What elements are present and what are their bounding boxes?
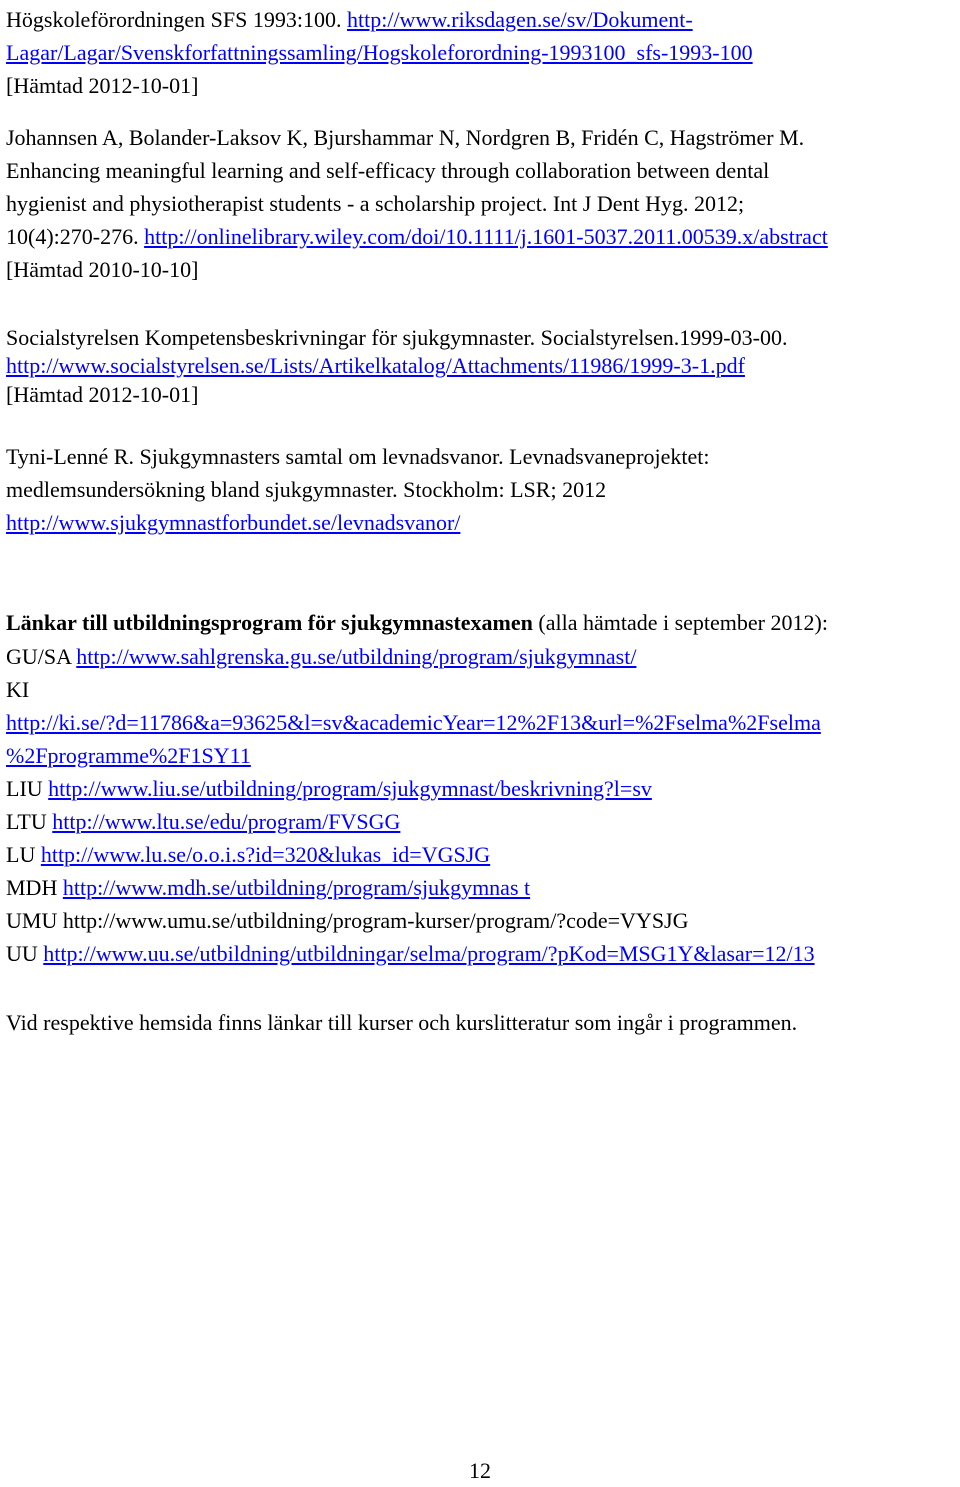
ref1-link-part1[interactable]: http://www.riksdagen.se/sv/Dokument- xyxy=(347,7,693,32)
program-ki-link-part1[interactable]: http://ki.se/?d=11786&a=93625&l=sv&academicYear=12%2F13&url=%2Fselma%2Fselma xyxy=(6,710,821,735)
program-link[interactable]: http://www.mdh.se/utbildning/program/sjukgymnas t xyxy=(62,875,531,900)
ref4-line3 xyxy=(6,506,460,539)
program-label: GU/SA xyxy=(6,644,71,669)
ref1-text: Högskoleförordningen SFS 1993:100. xyxy=(6,7,342,32)
ref3-link[interactable]: http://www.socialstyrelsen.se/Lists/Artikelkatalog/Attachments/11986/1999-3-1.pdf xyxy=(6,353,745,378)
program-link[interactable]: http://www.liu.se/utbildning/program/sjukgymnast/beskrivning?l=sv xyxy=(48,776,652,801)
program-link[interactable]: http://www.uu.se/utbildning/utbildningar/selma/program/?pKod=MSG1Y&lasar=12/13 xyxy=(43,941,815,966)
program-link[interactable]: http://www.sahlgrenska.gu.se/utbildning/program/sjukgymnast/ xyxy=(76,644,637,669)
ref2-line2: Enhancing meaningful learning and self-efficacy through collaboration between dental xyxy=(6,158,770,183)
program-umu xyxy=(6,904,689,937)
ref1-link-part2[interactable]: Lagar/Lagar/Svenskforfattningssamling/Hogskoleforordning-1993100_sfs-1993-100 xyxy=(6,40,753,65)
program-label: LTU xyxy=(6,809,47,834)
ref4-line1: Tyni-Lenné R. Sjukgymnasters samtal om levnadsvanor. Levnadsvaneprojektet: xyxy=(6,444,710,469)
ref2-pages: 10(4):270-276. xyxy=(6,224,139,249)
program-gu-sa xyxy=(6,640,636,673)
program-mdh xyxy=(6,871,530,904)
ref1-line1 xyxy=(6,3,693,36)
program-label: LIU xyxy=(6,776,43,801)
closing-paragraph: Vid respektive hemsida finns länkar till kurser och kurslitteratur som ingår i programmen. xyxy=(6,1010,798,1035)
program-ki-line2 xyxy=(6,739,251,772)
ref2-link[interactable]: http://onlinelibrary.wiley.com/doi/10.1111/j.1601-5037.2011.00539.x/abstract xyxy=(144,224,828,249)
ref2-line3: hygienist and physiotherapist students - a scholarship project. Int J Dent Hyg. 2012; xyxy=(6,191,745,216)
program-label: UU xyxy=(6,941,38,966)
program-label: LU xyxy=(6,842,36,867)
links-heading-line xyxy=(6,606,828,639)
program-url-text: http://www.umu.se/utbildning/program-kurser/program/?code=VYSJG xyxy=(62,908,689,933)
program-link[interactable]: http://www.ltu.se/edu/program/FVSGG xyxy=(52,809,401,834)
ref4-link[interactable]: http://www.sjukgymnastforbundet.se/levnadsvanor/ xyxy=(6,510,461,535)
links-heading-note: (alla hämtade i september 2012): xyxy=(538,610,828,635)
ref2-retrieved: [Hämtad 2010-10-10] xyxy=(6,257,199,282)
program-lu xyxy=(6,838,490,871)
ref2-line4 xyxy=(6,220,828,253)
program-ki-line1 xyxy=(6,706,821,739)
ref1-retrieved: [Hämtad 2012-10-01] xyxy=(6,73,199,98)
ref1-line2 xyxy=(6,36,753,69)
ref2-line1: Johannsen A, Bolander-Laksov K, Bjurshammar N, Nordgren B, Fridén C, Hagströmer M. xyxy=(6,125,805,150)
ref4-line2: medlemsundersökning bland sjukgymnaster. Stockholm: LSR; 2012 xyxy=(6,477,607,502)
program-liu xyxy=(6,772,652,805)
program-ltu xyxy=(6,805,400,838)
page-number: 12 xyxy=(469,1458,491,1483)
program-link[interactable]: http://www.lu.se/o.o.i.s?id=320&lukas_id=VGSJG xyxy=(40,842,491,867)
ref3-line1: Socialstyrelsen Kompetensbeskrivningar för sjukgymnaster. Socialstyrelsen.1999-03-00. xyxy=(6,325,788,350)
links-heading: Länkar till utbildningsprogram för sjukgymnastexamen xyxy=(6,610,533,635)
program-label: MDH xyxy=(6,875,58,900)
ref3-retrieved: [Hämtad 2012-10-01] xyxy=(6,382,199,407)
program-label: UMU xyxy=(6,908,58,933)
program-ki-link-part2[interactable]: %2Fprogramme%2F1SY11 xyxy=(6,743,251,768)
program-uu xyxy=(6,937,815,970)
program-ki-label: KI xyxy=(6,677,30,702)
